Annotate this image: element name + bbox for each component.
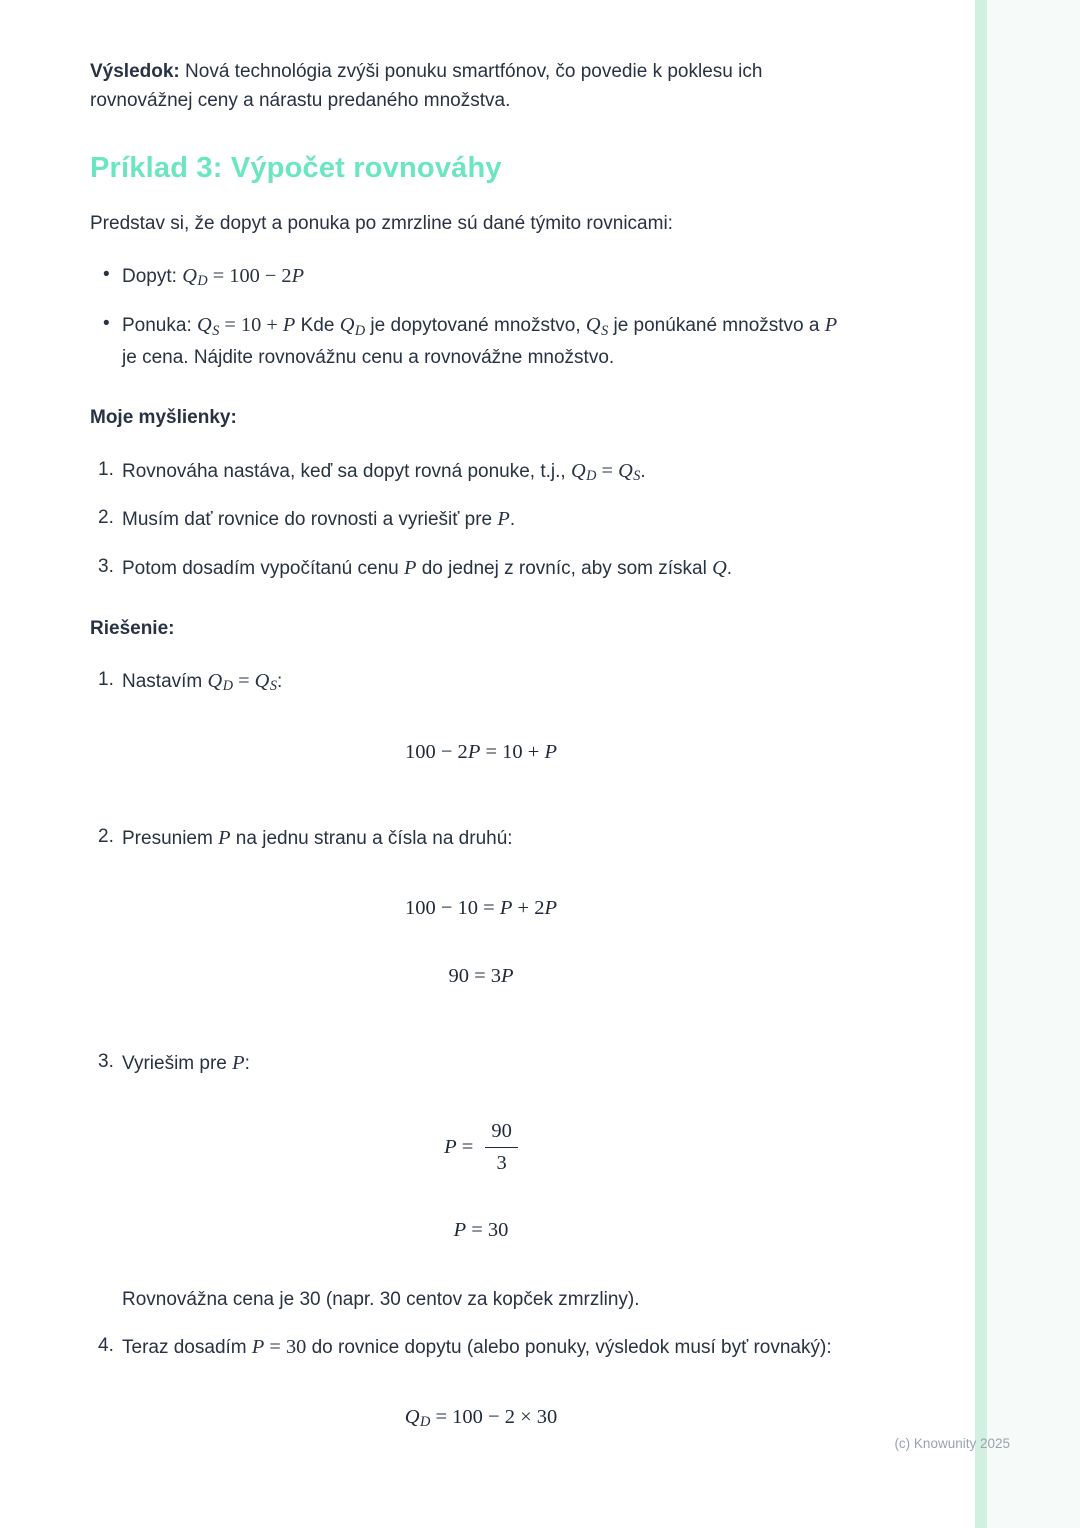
list-number: 1.: [98, 458, 114, 480]
bullet-item-supply: [90, 309, 840, 373]
text-segment: Potom dosadím vypočítanú cenu: [122, 557, 404, 579]
fraction-denominator: 3: [485, 1147, 518, 1176]
thoughts-title: Moje myšlienky:: [90, 407, 237, 429]
step-body: [122, 665, 840, 806]
inline-math: P: [824, 314, 838, 337]
result-text: Nová technológia zvýši ponuku smartfónov, čo povedie k poklesu ich rovnovážnej ceny a nárastu predaného množstva.: [90, 61, 763, 112]
fraction-lhs: P =: [444, 1135, 474, 1158]
list-item: [98, 455, 840, 488]
step-text: [122, 1331, 840, 1363]
bullet-text: Kde: [295, 315, 340, 337]
inline-math: $Q_S$: [585, 314, 609, 339]
inline-math: $Q_D$: [339, 314, 366, 339]
equation-simplified: 90 = 3P: [448, 965, 514, 988]
text-segment: :: [244, 1052, 250, 1074]
list-number: 3.: [98, 555, 114, 577]
list-item: [98, 503, 840, 535]
bullet-text: je ponúkané množstvo a: [608, 315, 825, 337]
fraction-numerator: 90: [491, 1119, 512, 1142]
equations-bullet-list: [90, 260, 840, 373]
text-segment: do rovnice dopytu (alebo ponuky, výsledok musí byť rovnaký):: [306, 1336, 832, 1358]
inline-math: P: [232, 1051, 245, 1074]
text-segment: :: [276, 671, 283, 693]
bullet-text: je cena. Nájdite rovnovážnu cenu a rovnovážne množstvo.: [122, 346, 615, 368]
result-label: Výsledok:: [90, 61, 180, 82]
text-segment: .: [726, 557, 733, 579]
result-paragraph: [90, 57, 840, 116]
inline-math: P: [497, 508, 510, 531]
bullet-item-demand: [90, 260, 840, 293]
section-heading: Príklad 3: Výpočet rovnováhy: [90, 151, 502, 184]
list-number: 4.: [98, 1334, 114, 1356]
inline-math: P: [404, 556, 417, 579]
equation-rearranged: 100 − 10 = P + 2P: [405, 897, 557, 920]
text-segment: Rovnováha nastáva, keď sa dopyt rovná ponuke, t.j.,: [122, 460, 571, 482]
text-segment: Presuniem: [122, 828, 219, 850]
list-item-text: [122, 552, 840, 584]
text-segment: do jednej z rovníc, aby som získal: [416, 557, 713, 579]
equation-set-equal: 100 − 2P = 10 + P: [405, 740, 557, 763]
equation-fraction: [122, 1120, 840, 1176]
text-segment: Nastavím: [122, 671, 208, 693]
list-item-text: [122, 503, 840, 535]
inline-math: $Q_D = 100 - 2P$: [182, 265, 305, 290]
text-segment: Musím dať rovnice do rovnosti a vyriešiť pre: [122, 509, 498, 531]
inline-math: P = 30: [251, 1335, 307, 1358]
step-body: [122, 1047, 840, 1315]
solution-step-4: [98, 1331, 840, 1473]
list-number: 3.: [98, 1050, 114, 1072]
intro-paragraph: Predstav si, že dopyt a ponuka po zmrzline sú dané týmito rovnicami:: [90, 212, 673, 234]
bullet-text: Ponuka:: [122, 315, 197, 337]
text-segment: Teraz dosadím: [122, 1336, 252, 1358]
solution-step-2: [98, 822, 840, 1030]
price-note: Rovnovážna cena je 30 (napr. 30 centov za kopček zmrzliny).: [122, 1288, 640, 1310]
solution-title: Riešenie:: [90, 617, 175, 639]
text-segment: .: [640, 460, 646, 482]
list-number: 2.: [98, 826, 114, 848]
solution-steps: [90, 665, 840, 1472]
bullet-text: je dopytované množstvo,: [365, 315, 586, 337]
text-segment: .: [509, 509, 516, 531]
solution-step-1: [98, 665, 840, 806]
step-body: [122, 1331, 840, 1473]
thoughts-list: [90, 455, 840, 584]
solution-step-3: [98, 1047, 840, 1315]
list-item-text: [122, 455, 840, 488]
bullet-text: Dopyt:: [122, 266, 183, 288]
step-body: [122, 822, 840, 1030]
text-segment: na jednu stranu a čísla na druhú:: [230, 828, 513, 850]
text-segment: Vyriešim pre: [122, 1052, 233, 1074]
inline-math: Q: [712, 556, 727, 579]
inline-math: $Q_D = Q_S$: [207, 670, 277, 695]
equation-price-result: P = 30: [453, 1219, 509, 1241]
fraction: [485, 1120, 518, 1176]
list-number: 1.: [98, 669, 114, 691]
inline-math: P: [218, 827, 231, 850]
list-item: [98, 552, 840, 584]
copyright: (c) Knowunity 2025: [894, 1436, 1010, 1451]
list-number: 2.: [98, 507, 114, 529]
equation-substitution: $Q_D = 100 - 2 \times 30$: [404, 1405, 558, 1430]
inline-math: $Q_D = Q_S$: [570, 459, 641, 484]
inline-math: $Q_S = 10 + P$: [197, 314, 296, 339]
